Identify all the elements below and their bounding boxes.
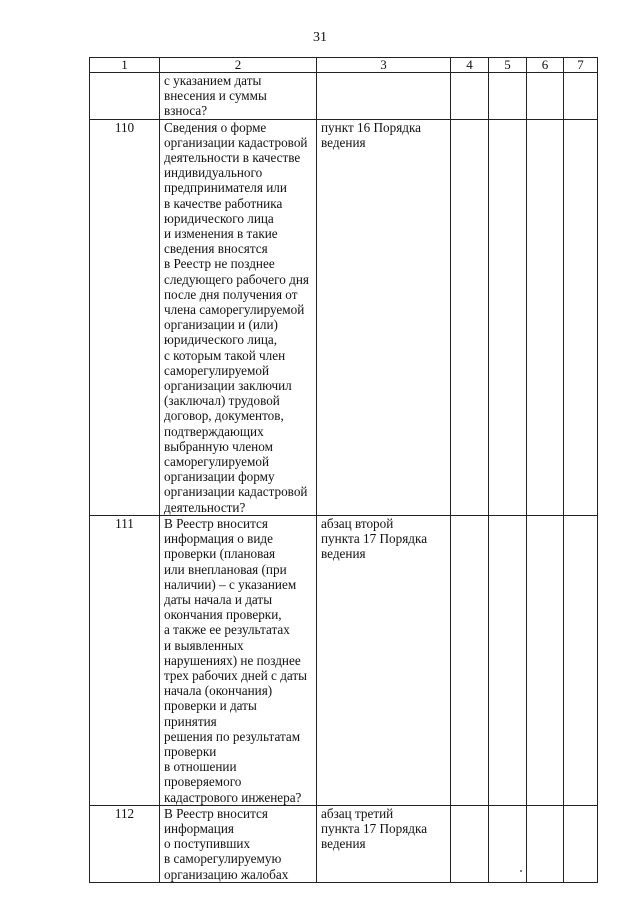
answer-cell (564, 805, 598, 882)
scan-speck (520, 870, 522, 872)
answer-cell (451, 515, 489, 805)
answer-cell (451, 119, 489, 515)
column-header: 2 (160, 58, 317, 73)
question-text: Сведения о форме организации кадастровой деятельности в качестве индивидуального предпринимателя или в качестве работника юридического лица и изменения в такие сведения вносятся в Реестр не позднее следующего рабочего дня после дня получения от члена саморегулируемой организации и (или) юридического лица, с которым такой член саморегулируемой организации заключил (заключал) трудовой договор, документов, подтверждающих выбранную членом саморегулируемой организации форму организации кадастровой деятельности? (160, 119, 317, 515)
page-number: 31 (313, 30, 327, 45)
answer-cell (489, 515, 527, 805)
answer-cell (564, 515, 598, 805)
column-header: 1 (90, 58, 160, 73)
question-text: В Реестр вносится информация о виде проверки (плановая или внеплановая (при наличии) – с указанием даты начала и даты окончания проверки, а также ее результатах и выявленных нарушениях) не позднее трех рабочих дней с даты начала (окончания) проверки и даты принятия решения по результатам проверки в отношении проверяемого кадастрового инженера? (160, 515, 317, 805)
table-row (90, 119, 598, 515)
table-row (90, 515, 598, 805)
answer-cell (451, 805, 489, 882)
column-header: 3 (317, 58, 451, 73)
answer-cell (527, 119, 564, 515)
question-text: с указанием даты внесения и суммы взноса? (160, 73, 317, 120)
question-text: В Реестр вносится информация о поступивших в саморегулируемую организацию жалобах (160, 805, 317, 882)
answer-cell (489, 119, 527, 515)
legal-reference: абзац третий пункта 17 Порядка ведения (317, 805, 451, 882)
table-header-row (90, 58, 598, 73)
column-header: 6 (527, 58, 564, 73)
answer-cell (564, 73, 598, 120)
table-row (90, 73, 598, 120)
row-number: 112 (90, 805, 160, 882)
column-header: 5 (489, 58, 527, 73)
legal-reference: абзац второй пункта 17 Порядка ведения (317, 515, 451, 805)
row-number (90, 73, 160, 120)
row-number: 110 (90, 119, 160, 515)
legal-reference: пункт 16 Порядка ведения (317, 119, 451, 515)
checklist-table (89, 57, 598, 883)
column-header: 4 (451, 58, 489, 73)
row-number: 111 (90, 515, 160, 805)
answer-cell (489, 73, 527, 120)
answer-cell (451, 73, 489, 120)
column-header: 7 (564, 58, 598, 73)
answer-cell (564, 119, 598, 515)
answer-cell (527, 515, 564, 805)
legal-reference (317, 73, 451, 120)
answer-cell (527, 73, 564, 120)
answer-cell (527, 805, 564, 882)
